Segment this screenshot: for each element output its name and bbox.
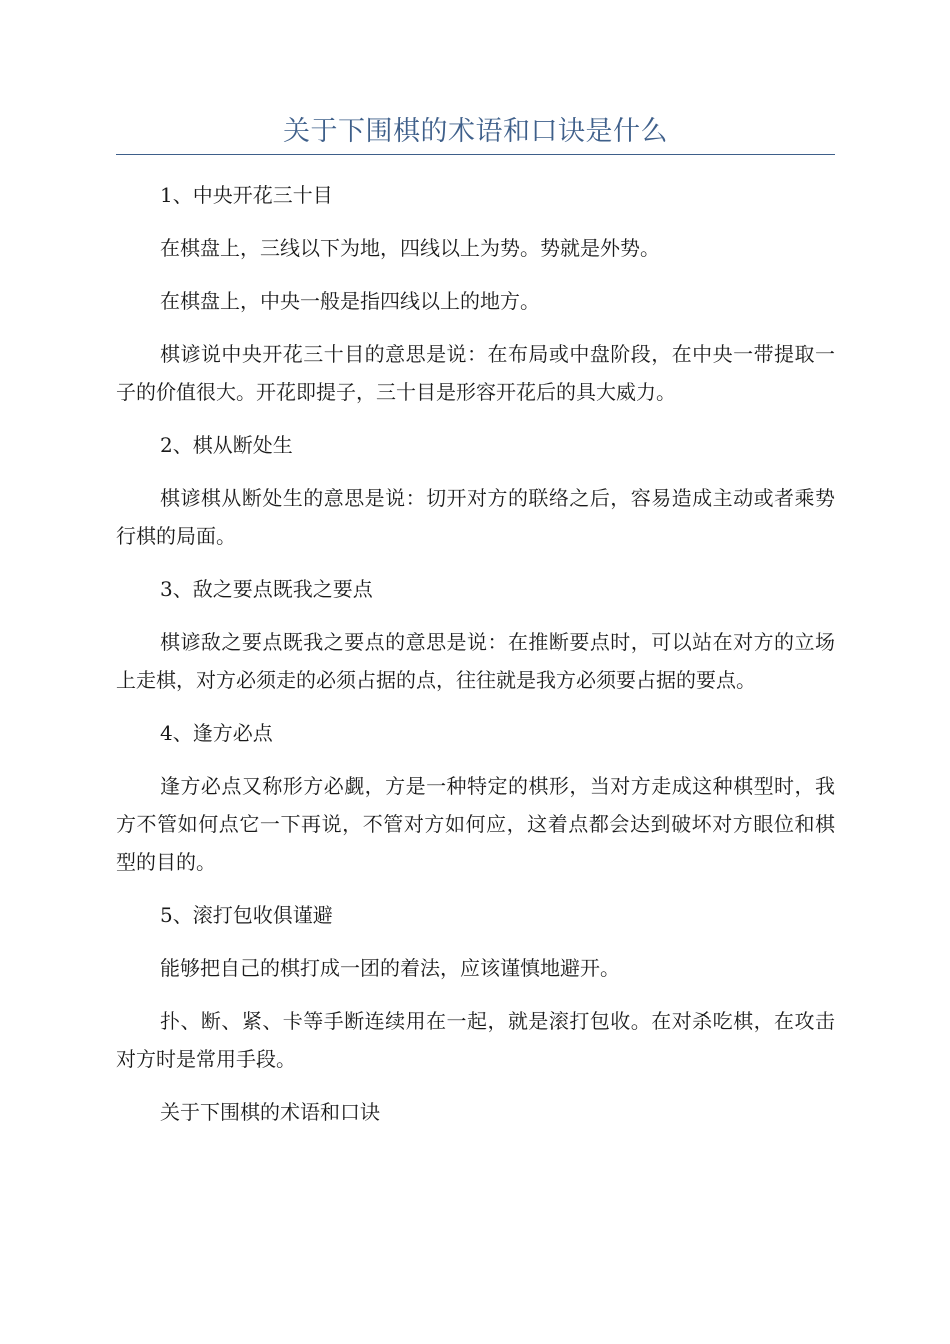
section-heading: 4、逢方必点 (160, 721, 273, 745)
section-heading: 5、滚打包收俱谨避 (160, 903, 333, 927)
paragraph: 在棋盘上，中央一般是指四线以上的地方。 (160, 289, 540, 313)
section-heading: 1、中央开花三十目 (160, 183, 333, 207)
paragraph: 逢方必点又称形方必觑，方是一种特定的棋形，当对方走成这种棋型时，我方不管如何点它一下再说，不管对方如何应，这着点都会达到破坏对方眼位和棋型的目的。 (116, 774, 835, 874)
document-title: 关于下围棋的术语和口诀是什么 (283, 116, 668, 147)
paragraph: 棋谚敌之要点既我之要点的意思是说：在推断要点时，可以站在对方的立场上走棋，对方必须走的必须占据的点，往往就是我方必须要占据的要点。 (116, 630, 835, 692)
paragraph: 在棋盘上，三线以下为地，四线以上为势。势就是外势。 (160, 236, 660, 260)
title-underline (116, 154, 835, 155)
paragraph: 棋谚说中央开花三十目的意思是说：在布局或中盘阶段，在中央一带提取一子的价值很大。开花即提子，三十目是形容开花后的具大威力。 (116, 342, 835, 404)
section-heading: 2、棋从断处生 (160, 433, 293, 457)
paragraph: 棋谚棋从断处生的意思是说：切开对方的联络之后，容易造成主动或者乘势行棋的局面。 (116, 486, 835, 548)
section-heading: 3、敌之要点既我之要点 (160, 577, 373, 601)
document-body (116, 176, 835, 1131)
paragraph: 能够把自己的棋打成一团的着法，应该谨慎地避开。 (160, 956, 620, 980)
paragraph: 关于下围棋的术语和口诀 (160, 1100, 380, 1124)
paragraph: 扑、断、紧、卡等手断连续用在一起，就是滚打包收。在对杀吃棋，在攻击对方时是常用手段。 (116, 1009, 835, 1071)
